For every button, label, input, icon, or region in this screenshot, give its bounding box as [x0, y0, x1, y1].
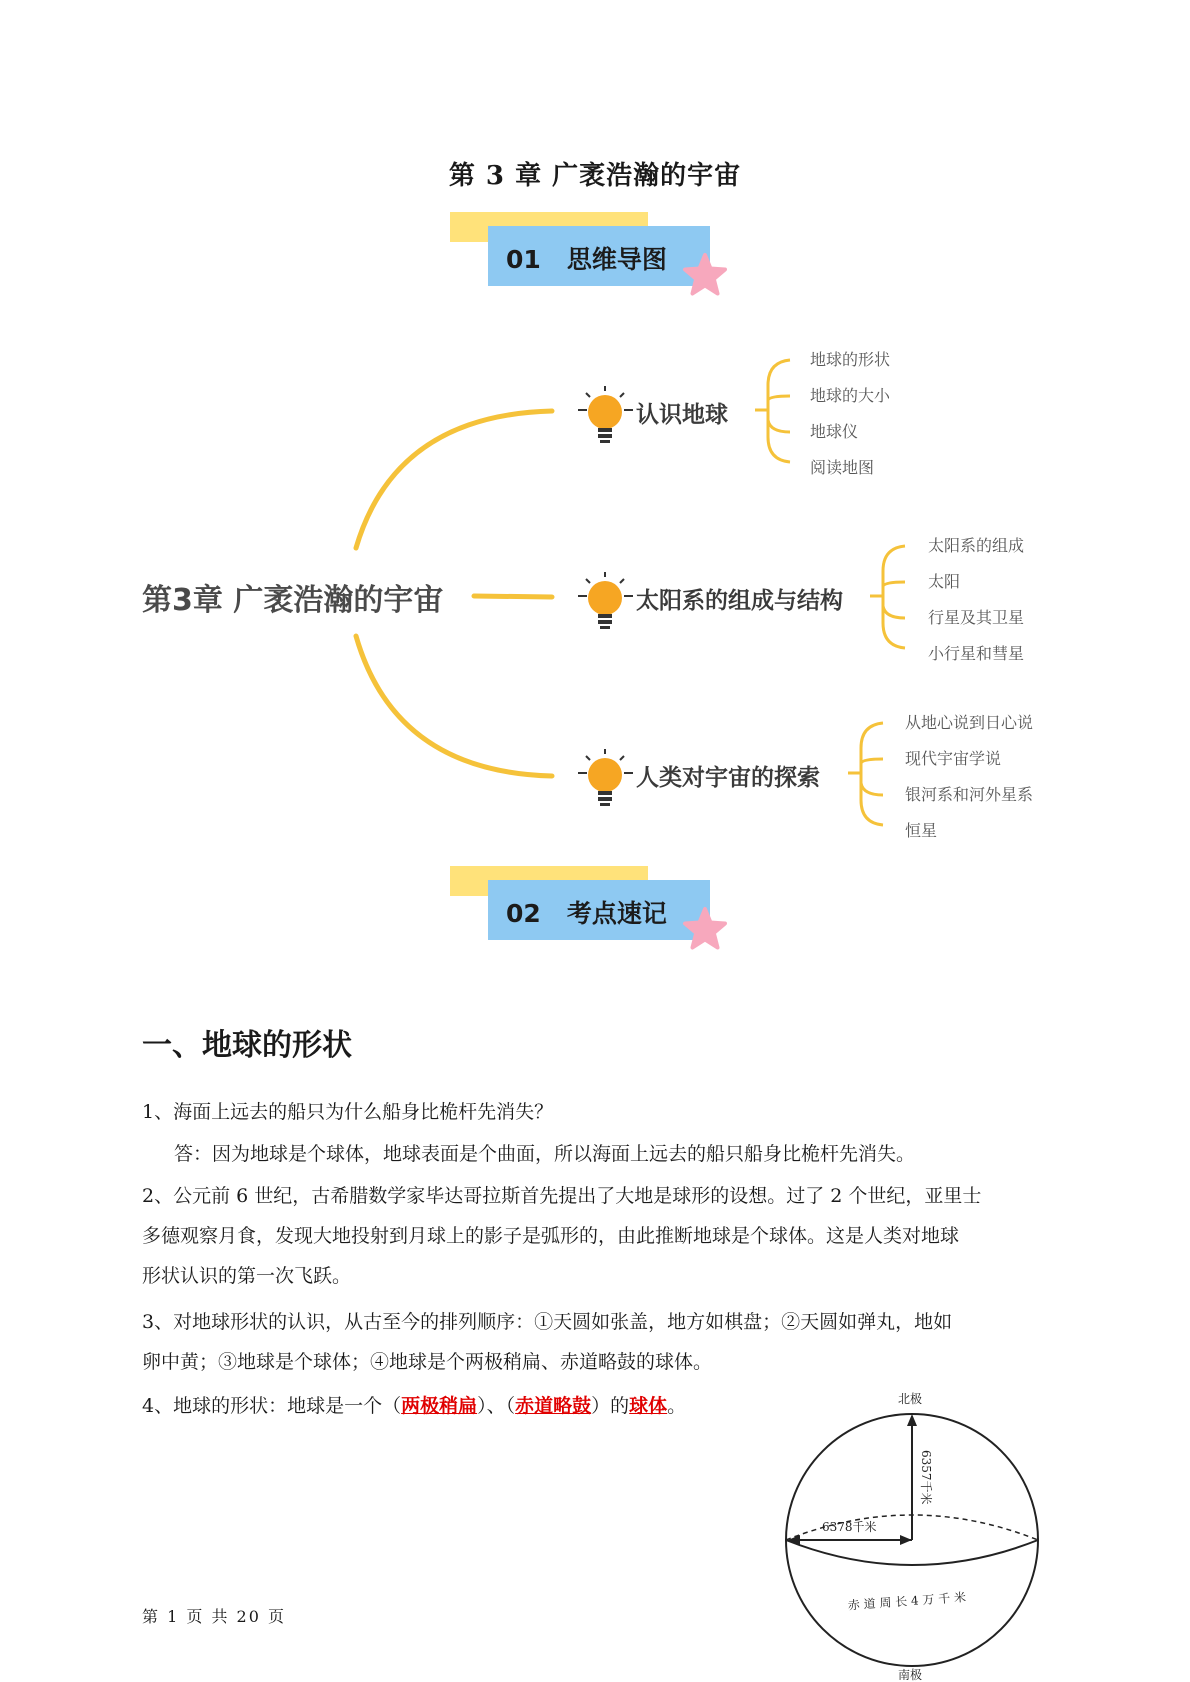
text-span: ）、（ [477, 1395, 516, 1417]
keyword: 球体 [629, 1395, 668, 1417]
page-footer: 第 1 页 共 20 页 [142, 1607, 286, 1626]
branch-earth [578, 350, 891, 477]
text-span: 。 [667, 1395, 687, 1417]
paragraph-3 [142, 1302, 1052, 1382]
mindmap-root: 第3章 广袤浩瀚的宇宙 [142, 583, 444, 618]
south-pole-label: 南极 [898, 1668, 923, 1682]
lightbulb-icon [578, 749, 633, 806]
leaf-item: 银河系和河外星系 [905, 785, 1034, 804]
text-line: 形状认识的第一次飞跃。 [142, 1265, 352, 1287]
leaf-item: 行星及其卫星 [928, 608, 1025, 627]
section-heading: 一、地球的形状 [142, 1028, 352, 1063]
branch-label: 太阳系的组成与结构 [636, 588, 843, 614]
text-span: 4、地球的形状：地球是一个（ [142, 1395, 402, 1417]
leaf-item: 地球的大小 [810, 386, 891, 405]
leaf-item: 恒星 [905, 821, 938, 840]
branch-exploration [578, 713, 1033, 840]
banner-number: 02 [506, 899, 541, 928]
leaf-item: 阅读地图 [810, 458, 875, 477]
leaf-item: 地球仪 [810, 422, 859, 441]
leaf-item: 太阳系的组成 [928, 536, 1025, 555]
branch-solar-system [578, 536, 1024, 663]
text-span: ）的 [591, 1395, 630, 1417]
equatorial-radius-label: 6378千米 [822, 1520, 877, 1534]
polar-radius-label: 6357千米 [919, 1450, 933, 1505]
question-1: 1、海面上远去的船只为什么船身比桅杆先消失？ [142, 1101, 554, 1123]
text-line: 多德观察月食，发现大地投射到月球上的影子是弧形的，由此推断地球是个球体。这是人类对地球 [142, 1225, 960, 1247]
answer-1: 答：因为地球是个球体，地球表面是个曲面，所以海面上远去的船只船身比桅杆先消失。 [174, 1143, 916, 1165]
banner-number: 01 [506, 245, 541, 274]
banner-label: 思维导图 [566, 245, 667, 274]
text-line: 3、对地球形状的认识，从古至今的排列顺序：①天圆如张盖，地方如棋盘；②天圆如弹丸，地如 [142, 1311, 953, 1333]
connector-mid [474, 596, 552, 597]
star-icon [682, 906, 728, 952]
connector-bottom [356, 636, 552, 776]
lightbulb-icon [578, 572, 633, 629]
lightbulb-icon [578, 386, 633, 443]
leaf-item: 太阳 [928, 572, 961, 591]
text-line: 2、公元前 6 世纪，古希腊数学家毕达哥拉斯首先提出了大地是球形的设想。过了 2 个世纪，亚里士 [142, 1185, 982, 1207]
banner-label: 考点速记 [566, 899, 667, 928]
leaf-item: 地球的形状 [810, 350, 891, 369]
paragraph-2 [142, 1176, 1052, 1296]
keyword: 两极稍扁 [401, 1395, 478, 1417]
leaf-item: 从地心说到日心说 [905, 713, 1034, 732]
leaf-item: 现代宇宙学说 [905, 749, 1002, 768]
leaf-item: 小行星和彗星 [928, 644, 1025, 663]
north-pole-label: 北极 [898, 1392, 923, 1406]
section-banner-keypoints [450, 866, 720, 948]
branch-label: 人类对宇宙的探索 [636, 765, 820, 791]
globe-diagram [770, 1385, 1060, 1682]
branch-label: 认识地球 [636, 402, 728, 428]
page-title: 第 3 章 广袤浩瀚的宇宙 [448, 161, 742, 191]
text-line: 卵中黄；③地球是个球体；④地球是个两极稍扁、赤道略鼓的球体。 [142, 1351, 713, 1373]
circumference-label: 赤 道 周 长 4 万 千 米 [847, 1590, 967, 1613]
keyword: 赤道略鼓 [515, 1395, 592, 1417]
connector-top [356, 411, 552, 548]
